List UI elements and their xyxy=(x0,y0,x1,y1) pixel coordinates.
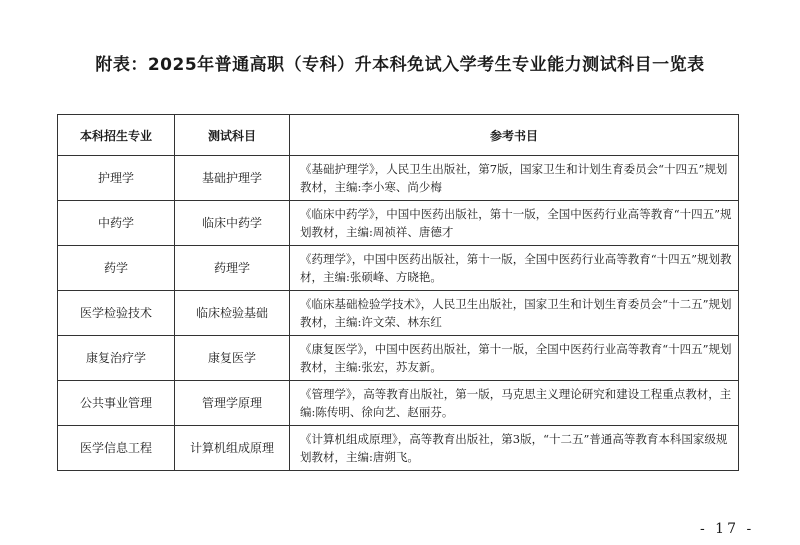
major-cell: 中药学 xyxy=(58,201,175,246)
table-row xyxy=(58,336,739,381)
book-cell: 《康复医学》，中国中医药出版社，第十一版，全国中医药行业高等教育“十四五”规划教材，主编:张宏，苏友新。 xyxy=(290,336,739,381)
book-cell: 《基础护理学》，人民卫生出版社，第7版，国家卫生和计划生育委员会“十四五”规划教材，主编:李小寒、尚少梅 xyxy=(290,156,739,201)
table-row xyxy=(58,156,739,201)
subject-cell: 药理学 xyxy=(175,246,290,291)
page-title: 附表：2025年普通高职（专科）升本科免试入学考生专业能力测试科目一览表 xyxy=(95,55,705,75)
subject-cell: 基础护理学 xyxy=(175,156,290,201)
book-cell: 《管理学》，高等教育出版社，第一版，马克思主义理论研究和建设工程重点教材，主编:陈传明、徐向艺、赵丽芬。 xyxy=(290,381,739,426)
page-number: - 17 - xyxy=(700,521,755,537)
header-book: 参考书目 xyxy=(290,115,739,156)
table-row xyxy=(58,246,739,291)
table-row xyxy=(58,201,739,246)
book-cell: 《临床中药学》，中国中医药出版社，第十一版，全国中医药行业高等教育“十四五”规划教材，主编:周祯祥、唐德才 xyxy=(290,201,739,246)
table-row xyxy=(58,291,739,336)
major-cell: 医学信息工程 xyxy=(58,426,175,471)
book-cell: 《药理学》，中国中医药出版社，第十一版，全国中医药行业高等教育“十四五”规划教材，主编:张硕峰、方晓艳。 xyxy=(290,246,739,291)
subject-cell: 临床中药学 xyxy=(175,201,290,246)
subject-cell: 康复医学 xyxy=(175,336,290,381)
book-cell: 《计算机组成原理》，高等教育出版社，第3版，“十二五”普通高等教育本科国家级规划教材，主编:唐朔飞。 xyxy=(290,426,739,471)
header-major: 本科招生专业 xyxy=(58,115,175,156)
major-cell: 护理学 xyxy=(58,156,175,201)
table-row xyxy=(58,381,739,426)
book-cell: 《临床基础检验学技术》，人民卫生出版社，国家卫生和计划生育委员会“十二五”规划教材，主编:许文荣、林东红 xyxy=(290,291,739,336)
table-header-row xyxy=(58,115,739,156)
subject-cell: 计算机组成原理 xyxy=(175,426,290,471)
subject-cell: 临床检验基础 xyxy=(175,291,290,336)
subjects-table xyxy=(57,114,739,471)
major-cell: 公共事业管理 xyxy=(58,381,175,426)
major-cell: 康复治疗学 xyxy=(58,336,175,381)
header-subject: 测试科目 xyxy=(175,115,290,156)
major-cell: 药学 xyxy=(58,246,175,291)
table-row xyxy=(58,426,739,471)
major-cell: 医学检验技术 xyxy=(58,291,175,336)
subject-cell: 管理学原理 xyxy=(175,381,290,426)
